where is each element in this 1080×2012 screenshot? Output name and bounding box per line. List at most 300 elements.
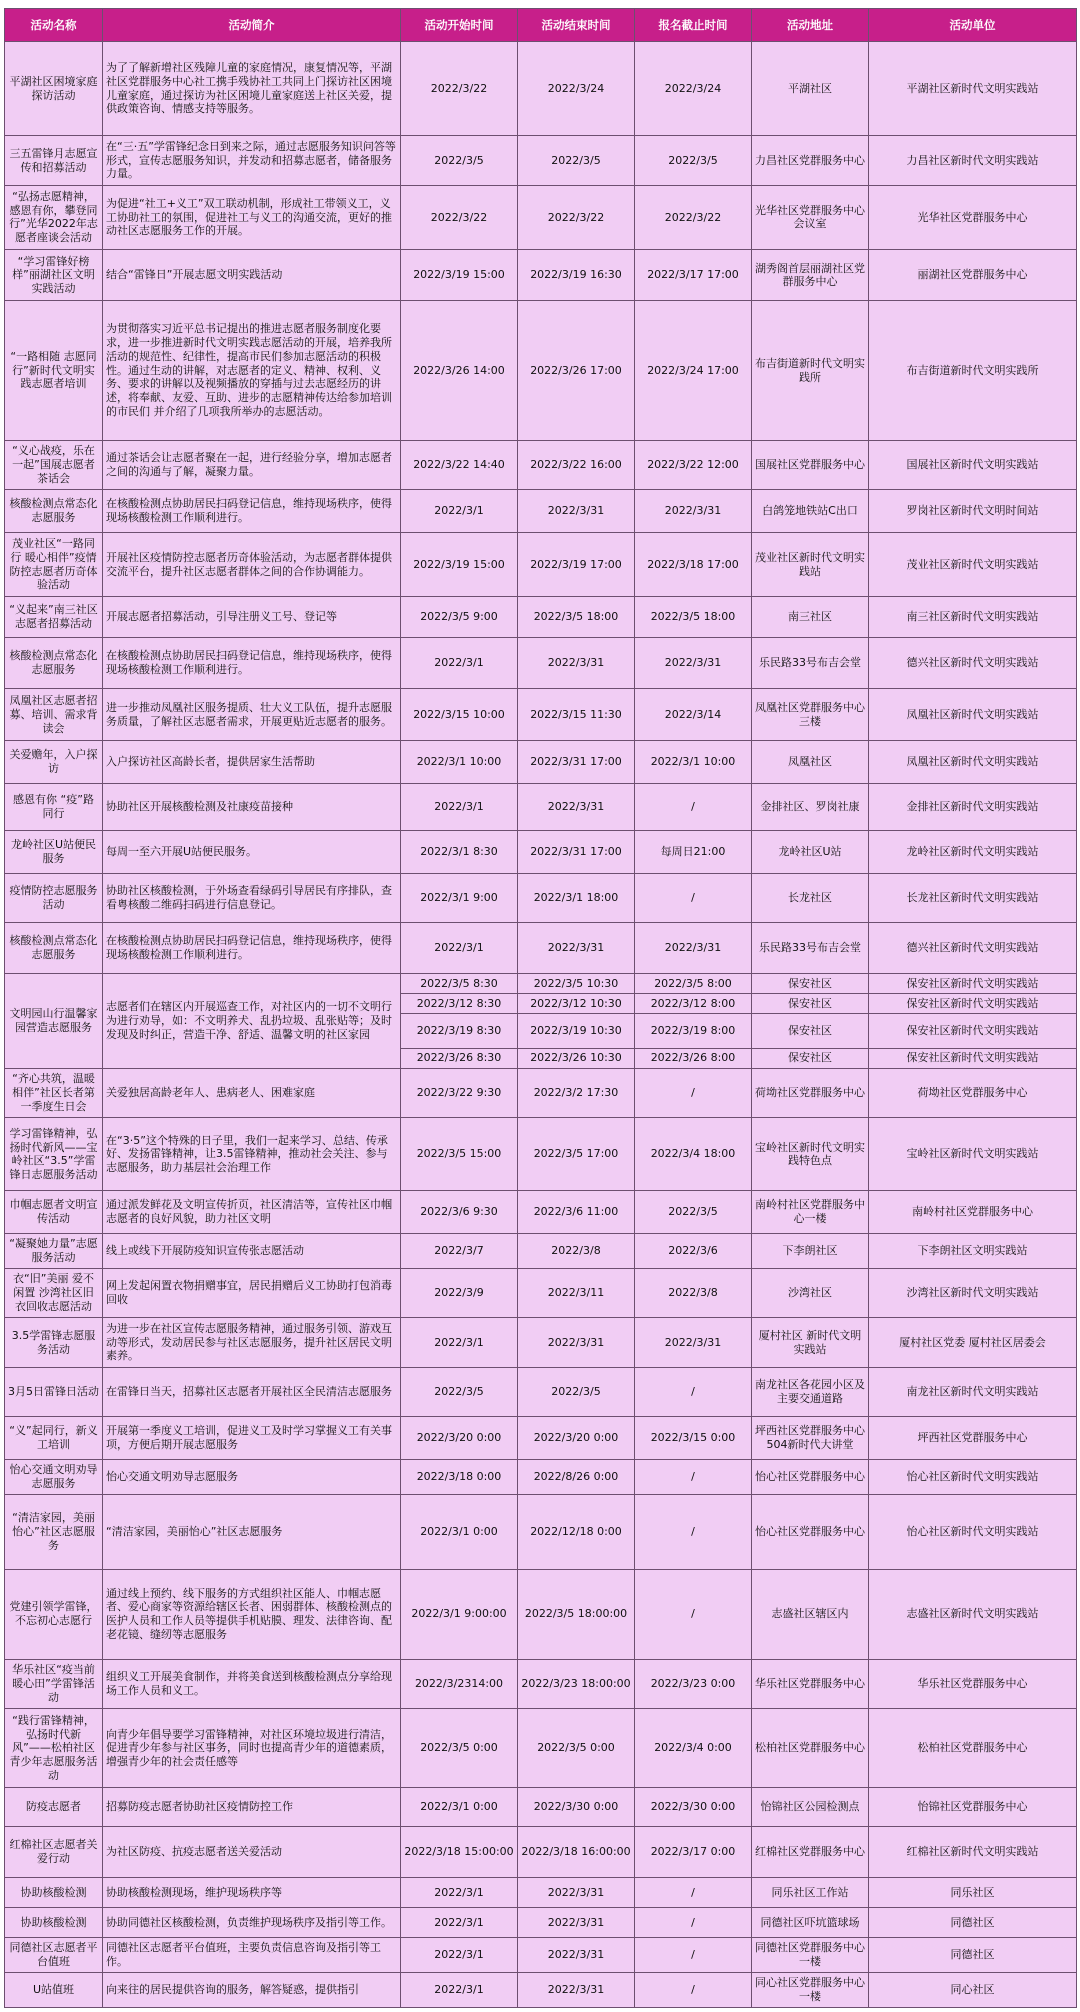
unit-cell: 松柏社区党群服务中心 — [869, 1709, 1077, 1788]
deadline-cell: 2022/3/19 8:00 — [635, 1014, 752, 1048]
start-time-cell: 2022/3/5 9:00 — [401, 597, 518, 638]
table-row — [5, 301, 1077, 440]
activity-desc-cell: 向来往的居民提供咨询的服务，解答疑惑，提供指引 — [103, 1972, 401, 2007]
start-time-cell: 2022/3/18 15:00:00 — [401, 1826, 518, 1877]
address-cell: 力昌社区党群服务中心 — [752, 136, 869, 186]
end-time-cell: 2022/3/5 18:00 — [518, 597, 635, 638]
unit-cell: 龙岭社区新时代文明实践站 — [869, 830, 1077, 873]
activity-desc-cell: 为促进“社工+义工”双工联动机制，形成社工带领义工，义工协助社工的氛围，促进社工与义工的沟通交流，更好的推动社区志愿服务工作的开展。 — [103, 185, 401, 249]
activity-name-cell: “义”起同行，新义工培训 — [5, 1417, 103, 1460]
activity-desc-cell: 向青少年倡导要学习雷锋精神，对社区环境垃圾进行清洁，促进青少年参与社区事务，同时也提高青少年的道德素质，增强青少年的社会责任感等 — [103, 1709, 401, 1788]
deadline-cell: 2022/3/31 — [635, 638, 752, 689]
end-time-cell: 2022/3/26 17:00 — [518, 301, 635, 440]
activity-desc-cell: 协助社区核酸检测，于外场查看绿码引导居民有序排队，查看粤核酸二维码扫码进行信息登记。 — [103, 873, 401, 922]
table-row — [5, 922, 1077, 973]
end-time-cell: 2022/3/31 — [518, 638, 635, 689]
unit-cell: 凤凰社区新时代文明实践站 — [869, 740, 1077, 783]
deadline-cell: 2022/3/31 — [635, 922, 752, 973]
table-row — [5, 1118, 1077, 1191]
activity-name-cell: 防疫志愿者 — [5, 1788, 103, 1827]
table-row — [5, 533, 1077, 597]
unit-cell: 南三社区新时代文明实践站 — [869, 597, 1077, 638]
address-cell: 同德社区党群服务中心一楼 — [752, 1938, 869, 1973]
end-time-cell: 2022/3/31 — [518, 783, 635, 830]
activity-name-cell: 学习雷锋精神，弘扬时代新风——宝岭社区“3.5”学雷锋日志愿服务活动 — [5, 1118, 103, 1191]
header-desc: 活动简介 — [103, 9, 401, 42]
table-row — [5, 1494, 1077, 1569]
activity-desc-cell: 招募防疫志愿者协助社区疫情防控工作 — [103, 1788, 401, 1827]
end-time-cell: 2022/3/22 16:00 — [518, 440, 635, 490]
address-cell: 荷坳社区党群服务中心 — [752, 1068, 869, 1118]
activity-name-cell: 党建引领学雷锋，不忘初心志愿行 — [5, 1569, 103, 1659]
activity-name-cell: 3月5日雷锋日活动 — [5, 1367, 103, 1416]
start-time-cell: 2022/3/1 9:00:00 — [401, 1569, 518, 1659]
deadline-cell: 2022/3/31 — [635, 490, 752, 533]
end-time-cell: 2022/3/26 10:30 — [518, 1048, 635, 1068]
start-time-cell: 2022/3/1 — [401, 1908, 518, 1938]
activity-name-cell: “齐心共筑，温暖相伴”社区长者第一季度生日会 — [5, 1068, 103, 1118]
table-row — [5, 1459, 1077, 1494]
address-cell: 国展社区党群服务中心 — [752, 440, 869, 490]
header-end: 活动结束时间 — [518, 9, 635, 42]
activity-name-cell: 茂业社区“一路同行 暖心相伴”疫情防控志愿者历奇体验活动 — [5, 533, 103, 597]
deadline-cell: 2022/3/5 8:00 — [635, 974, 752, 994]
start-time-cell: 2022/3/1 10:00 — [401, 740, 518, 783]
activity-name-cell: “凝聚她力量”志愿服务活动 — [5, 1234, 103, 1269]
deadline-cell: 2022/3/22 — [635, 185, 752, 249]
deadline-cell: 2022/3/1 10:00 — [635, 740, 752, 783]
address-cell: 白鸽笼地铁站C出口 — [752, 490, 869, 533]
deadline-cell: 2022/3/12 8:00 — [635, 994, 752, 1014]
deadline-cell: / — [635, 783, 752, 830]
deadline-cell: 2022/3/24 — [635, 42, 752, 136]
unit-cell: 凤凰社区新时代文明实践站 — [869, 689, 1077, 740]
activity-name-cell: 核酸检测点常态化志愿服务 — [5, 490, 103, 533]
start-time-cell: 2022/3/6 9:30 — [401, 1191, 518, 1234]
start-time-cell: 2022/3/22 9:30 — [401, 1068, 518, 1118]
unit-cell: 光华社区党群服务中心 — [869, 185, 1077, 249]
activity-desc-cell: 每周一至六开展U站便民服务。 — [103, 830, 401, 873]
address-cell: 湖秀阁首层丽湖社区党群服务中心 — [752, 250, 869, 301]
start-time-cell: 2022/3/1 — [401, 490, 518, 533]
address-cell: 平湖社区 — [752, 42, 869, 136]
activity-name-cell: 平湖社区困境家庭探访活动 — [5, 42, 103, 136]
start-time-cell: 2022/3/7 — [401, 1234, 518, 1269]
address-cell: 龙岭社区U站 — [752, 830, 869, 873]
activity-name-cell: 感恩有你 “疫”路同行 — [5, 783, 103, 830]
table-row — [5, 490, 1077, 533]
deadline-cell: / — [635, 1908, 752, 1938]
activity-name-cell: “弘扬志愿精神，感恩有你，攀登同行”光华2022年志愿者座谈会活动 — [5, 185, 103, 249]
header-start: 活动开始时间 — [401, 9, 518, 42]
start-time-cell: 2022/3/5 — [401, 1367, 518, 1416]
table-row — [5, 638, 1077, 689]
unit-cell: 宝岭社区新时代文明实践站 — [869, 1118, 1077, 1191]
address-cell: 长龙社区 — [752, 873, 869, 922]
end-time-cell: 2022/3/31 — [518, 1318, 635, 1368]
start-time-cell: 2022/3/1 8:30 — [401, 830, 518, 873]
end-time-cell: 2022/3/31 — [518, 1972, 635, 2007]
start-time-cell: 2022/3/22 14:40 — [401, 440, 518, 490]
activity-name-cell: “学习雷锋好榜样”丽湖社区文明实践活动 — [5, 250, 103, 301]
table-row — [5, 830, 1077, 873]
table-row — [5, 1367, 1077, 1416]
deadline-cell: 2022/3/26 8:00 — [635, 1048, 752, 1068]
end-time-cell: 2022/3/19 10:30 — [518, 1014, 635, 1048]
end-time-cell: 2022/3/31 — [518, 1908, 635, 1938]
activity-name-cell: 凤凰社区志愿者招募、培训、需求背读会 — [5, 689, 103, 740]
activity-desc-cell: 为了了解新增社区残障儿童的家庭情况，康复情况等，平湖社区党群服务中心社工携手残协社工共同上门探访社区困境儿童家庭，通过探访为社区困境儿童家庭送上社区关爱，提供政策咨询、情感支持等服务。 — [103, 42, 401, 136]
address-cell: 保安社区 — [752, 974, 869, 994]
activity-name-cell: 龙岭社区U站便民服务 — [5, 830, 103, 873]
start-time-cell: 2022/3/1 — [401, 1318, 518, 1368]
activity-name-cell: “一路相随 志愿同行”新时代文明实践志愿者培训 — [5, 301, 103, 440]
table-row — [5, 783, 1077, 830]
end-time-cell: 2022/12/18 0:00 — [518, 1494, 635, 1569]
activity-desc-cell: 通过线上预约、线下服务的方式组织社区能人、巾帼志愿者、爱心商家等资源给辖区长者、困弱群体、核酸检测点的医护人员和工作人员等提供手机贴膜、理发、法律咨询、配老花镜、缝纫等志愿服务 — [103, 1569, 401, 1659]
end-time-cell: 2022/3/8 — [518, 1234, 635, 1269]
address-cell: 下李朗社区 — [752, 1234, 869, 1269]
start-time-cell: 2022/3/1 0:00 — [401, 1788, 518, 1827]
activity-name-cell: 同德社区志愿者平台值班 — [5, 1938, 103, 1973]
unit-cell: 德兴社区新时代文明实践站 — [869, 638, 1077, 689]
address-cell: 茂业社区新时代文明实践站 — [752, 533, 869, 597]
unit-cell: 罗岗社区新时代文明时间站 — [869, 490, 1077, 533]
unit-cell: 南岭村社区党群服务中心 — [869, 1191, 1077, 1234]
activity-name-cell: 文明园山行温馨家园营造志愿服务 — [5, 974, 103, 1069]
activity-desc-cell: 协助社区开展核酸检测及社康疫苗接种 — [103, 783, 401, 830]
end-time-cell: 2022/3/19 17:00 — [518, 533, 635, 597]
start-time-cell: 2022/3/1 — [401, 1938, 518, 1973]
unit-cell: 保安社区新时代文明实践站 — [869, 974, 1077, 994]
unit-cell: 平湖社区新时代文明实践站 — [869, 42, 1077, 136]
activity-desc-cell: “清洁家园，美丽怡心”社区志愿服务 — [103, 1494, 401, 1569]
activity-table-container — [4, 8, 1076, 2008]
end-time-cell: 2022/3/5 17:00 — [518, 1118, 635, 1191]
activity-name-cell: 协助核酸检测 — [5, 1878, 103, 1908]
activity-name-cell: 核酸检测点常态化志愿服务 — [5, 922, 103, 973]
unit-cell: 厦村社区党委 厦村社区居委会 — [869, 1318, 1077, 1368]
address-cell: 华乐社区党群服务中心 — [752, 1659, 869, 1709]
unit-cell: 丽湖社区党群服务中心 — [869, 250, 1077, 301]
end-time-cell: 2022/3/18 16:00:00 — [518, 1826, 635, 1877]
activity-name-cell: 三五雷锋月志愿宣传和招募活动 — [5, 136, 103, 186]
activity-name-cell: “践行雷锋精神，弘扬时代新风”——松柏社区青少年志愿服务活动 — [5, 1709, 103, 1788]
unit-cell: 保安社区新时代文明实践站 — [869, 994, 1077, 1014]
table-row — [5, 974, 1077, 994]
start-time-cell: 2022/3/5 0:00 — [401, 1709, 518, 1788]
header-row — [5, 9, 1077, 42]
deadline-cell: 2022/3/4 0:00 — [635, 1709, 752, 1788]
table-row — [5, 1709, 1077, 1788]
address-cell: 南三社区 — [752, 597, 869, 638]
end-time-cell: 2022/3/12 10:30 — [518, 994, 635, 1014]
activity-desc-cell: 组织义工开展美食制作，并将美食送到核酸检测点分享给现场工作人员和义工。 — [103, 1659, 401, 1709]
unit-cell: 同德社区 — [869, 1908, 1077, 1938]
address-cell: 同德社区吓坑篮球场 — [752, 1908, 869, 1938]
table-row — [5, 440, 1077, 490]
start-time-cell: 2022/3/18 0:00 — [401, 1459, 518, 1494]
unit-cell: 长龙社区新时代文明实践站 — [869, 873, 1077, 922]
end-time-cell: 2022/3/1 18:00 — [518, 873, 635, 922]
activity-desc-cell: 怡心交通文明劝导志愿服务 — [103, 1459, 401, 1494]
activity-desc-cell: 为贯彻落实习近平总书记提出的推进志愿者服务制度化要求，进一步推进新时代文明实践志愿活动的开展，培养我所活动的规范性、纪律性，提高市民们参加志愿活动的积极性。通过生动的讲解，对志愿者的定义、精神、权利、义务、要求的讲解以及视频播放的穿插与过去志愿经历的讲述，将奉献、友爱、互助、进步的志愿精神传达给参加培训的市民们 并介绍了几项我所举办的志愿活动。 — [103, 301, 401, 440]
activity-desc-cell: 通过茶话会让志愿者聚在一起，进行经验分享，增加志愿者之间的沟通与了解，凝聚力量。 — [103, 440, 401, 490]
start-time-cell: 2022/3/19 8:30 — [401, 1014, 518, 1048]
table-row — [5, 1908, 1077, 1938]
table-row — [5, 1068, 1077, 1118]
deadline-cell: 2022/3/17 0:00 — [635, 1826, 752, 1877]
start-time-cell: 2022/3/1 — [401, 638, 518, 689]
address-cell: 保安社区 — [752, 1048, 869, 1068]
end-time-cell: 2022/3/5 10:30 — [518, 974, 635, 994]
activity-desc-cell: 志愿者们在辖区内开展巡查工作，对社区内的一切不文明行为进行劝导，如：不文明养犬、乱扔垃圾、乱张贴等；及时发现及时纠正，营造干净、舒适、温馨文明的社区家园 — [103, 974, 401, 1069]
end-time-cell: 2022/3/31 17:00 — [518, 830, 635, 873]
activity-name-cell: “义起来”南三社区志愿者招募活动 — [5, 597, 103, 638]
address-cell: 光华社区党群服务中心会议室 — [752, 185, 869, 249]
deadline-cell: 2022/3/4 18:00 — [635, 1118, 752, 1191]
address-cell: 南龙社区各花园小区及主要交通道路 — [752, 1367, 869, 1416]
address-cell: 同乐社区工作站 — [752, 1878, 869, 1908]
activity-desc-cell: 为进一步在社区宣传志愿服务精神，通过服务引领、游戏互动等形式，发动居民参与社区志愿服务，提升社区居民文明素养。 — [103, 1318, 401, 1368]
address-cell: 乐民路33号布吉会堂 — [752, 922, 869, 973]
deadline-cell: / — [635, 1367, 752, 1416]
end-time-cell: 2022/3/24 — [518, 42, 635, 136]
address-cell: 怡心社区党群服务中心 — [752, 1494, 869, 1569]
end-time-cell: 2022/3/31 — [518, 922, 635, 973]
deadline-cell: 2022/3/5 18:00 — [635, 597, 752, 638]
unit-cell: 金排社区新时代文明实践站 — [869, 783, 1077, 830]
deadline-cell: 2022/3/23 0:00 — [635, 1659, 752, 1709]
activity-desc-cell: 开展志愿者招募活动，引导注册义工号、登记等 — [103, 597, 401, 638]
end-time-cell: 2022/3/6 11:00 — [518, 1191, 635, 1234]
deadline-cell: / — [635, 1569, 752, 1659]
table-row — [5, 250, 1077, 301]
activity-desc-cell: 在核酸检测点协助居民扫码登记信息，维持现场秩序，使得现场核酸检测工作顺利进行。 — [103, 490, 401, 533]
activity-desc-cell: 结合“雷锋日”开展志愿文明实践活动 — [103, 250, 401, 301]
unit-cell: 茂业社区新时代文明实践站 — [869, 533, 1077, 597]
unit-cell: 怡锦社区党群服务中心 — [869, 1788, 1077, 1827]
end-time-cell: 2022/3/30 0:00 — [518, 1788, 635, 1827]
activity-desc-cell: 网上发起闲置衣物捐赠事宜，居民捐赠后义工协助打包消毒回收 — [103, 1268, 401, 1318]
start-time-cell: 2022/3/20 0:00 — [401, 1417, 518, 1460]
activity-desc-cell: 为社区防疫、抗疫志愿者送关爱活动 — [103, 1826, 401, 1877]
start-time-cell: 2022/3/26 8:30 — [401, 1048, 518, 1068]
table-row — [5, 740, 1077, 783]
end-time-cell: 2022/3/31 — [518, 1878, 635, 1908]
end-time-cell: 2022/8/26 0:00 — [518, 1459, 635, 1494]
deadline-cell: 2022/3/31 — [635, 1318, 752, 1368]
address-cell: 金排社区、罗岗社康 — [752, 783, 869, 830]
table-row — [5, 136, 1077, 186]
address-cell: 凤凰社区 — [752, 740, 869, 783]
start-time-cell: 2022/3/1 0:00 — [401, 1494, 518, 1569]
address-cell: 保安社区 — [752, 1014, 869, 1048]
address-cell: 松柏社区党群服务中心 — [752, 1709, 869, 1788]
activity-desc-cell: 协助同德社区核酸检测，负责维护现场秩序及指引等工作。 — [103, 1908, 401, 1938]
activity-name-cell: 疫情防控志愿服务活动 — [5, 873, 103, 922]
start-time-cell: 2022/3/5 15:00 — [401, 1118, 518, 1191]
unit-cell: 力昌社区新时代文明实践站 — [869, 136, 1077, 186]
table-row — [5, 1191, 1077, 1234]
activity-desc-cell: 进一步推动凤凰社区服务提质、壮大义工队伍，提升志愿服务质量，了解社区志愿者需求，开展更贴近志愿者的服务。 — [103, 689, 401, 740]
deadline-cell: 2022/3/8 — [635, 1268, 752, 1318]
address-cell: 南岭村社区党群服务中心一楼 — [752, 1191, 869, 1234]
end-time-cell: 2022/3/31 17:00 — [518, 740, 635, 783]
deadline-cell: 2022/3/5 — [635, 1191, 752, 1234]
end-time-cell: 2022/3/20 0:00 — [518, 1417, 635, 1460]
end-time-cell: 2022/3/31 — [518, 1938, 635, 1973]
end-time-cell: 2022/3/23 18:00:00 — [518, 1659, 635, 1709]
activity-desc-cell: 线上或线下开展防疫知识宣传张志愿活动 — [103, 1234, 401, 1269]
table-row — [5, 185, 1077, 249]
activity-desc-cell: 入户探访社区高龄长者，提供居家生活帮助 — [103, 740, 401, 783]
unit-cell: 沙湾社区新时代文明实践站 — [869, 1268, 1077, 1318]
deadline-cell: 2022/3/30 0:00 — [635, 1788, 752, 1827]
start-time-cell: 2022/3/19 15:00 — [401, 250, 518, 301]
deadline-cell: / — [635, 1494, 752, 1569]
table-row — [5, 873, 1077, 922]
table-row — [5, 1569, 1077, 1659]
deadline-cell: / — [635, 1068, 752, 1118]
activity-name-cell: 怡心交通文明劝导志愿服务 — [5, 1459, 103, 1494]
deadline-cell: 2022/3/22 12:00 — [635, 440, 752, 490]
address-cell: 沙湾社区 — [752, 1268, 869, 1318]
unit-cell: 同乐社区 — [869, 1878, 1077, 1908]
end-time-cell: 2022/3/15 11:30 — [518, 689, 635, 740]
start-time-cell: 2022/3/1 — [401, 1878, 518, 1908]
table-row — [5, 1938, 1077, 1973]
start-time-cell: 2022/3/2314:00 — [401, 1659, 518, 1709]
header-name: 活动名称 — [5, 9, 103, 42]
address-cell: 保安社区 — [752, 994, 869, 1014]
activity-desc-cell: 开展第一季度义工培训，促进义工及时学习掌握义工有关事项，方便后期开展志愿服务 — [103, 1417, 401, 1460]
table-row — [5, 1826, 1077, 1877]
start-time-cell: 2022/3/26 14:00 — [401, 301, 518, 440]
unit-cell: 怡心社区新时代文明实践站 — [869, 1494, 1077, 1569]
unit-cell: 同心社区 — [869, 1972, 1077, 2007]
deadline-cell: / — [635, 1938, 752, 1973]
deadline-cell: / — [635, 873, 752, 922]
deadline-cell: 2022/3/18 17:00 — [635, 533, 752, 597]
table-row — [5, 1268, 1077, 1318]
deadline-cell: / — [635, 1972, 752, 2007]
activity-name-cell: “清洁家园，美丽怡心”社区志愿服务 — [5, 1494, 103, 1569]
activity-name-cell: U站值班 — [5, 1972, 103, 2007]
start-time-cell: 2022/3/22 — [401, 42, 518, 136]
unit-cell: 同德社区 — [869, 1938, 1077, 1973]
unit-cell: 国展社区新时代文明实践站 — [869, 440, 1077, 490]
unit-cell: 布吉街道新时代文明实践所 — [869, 301, 1077, 440]
unit-cell: 志盛社区新时代文明实践站 — [869, 1569, 1077, 1659]
deadline-cell: 2022/3/6 — [635, 1234, 752, 1269]
activity-name-cell: “义心战疫，乐在一起”国展志愿者茶话会 — [5, 440, 103, 490]
table-row — [5, 1878, 1077, 1908]
end-time-cell: 2022/3/5 — [518, 136, 635, 186]
address-cell: 布吉街道新时代文明实践所 — [752, 301, 869, 440]
end-time-cell: 2022/3/19 16:30 — [518, 250, 635, 301]
table-row — [5, 42, 1077, 136]
activity-desc-cell: 通过派发鲜花及文明宣传折页，社区清洁等，宣传社区巾帼志愿者的良好风貌，助力社区文明 — [103, 1191, 401, 1234]
activity-desc-cell: 在“3·5”这个特殊的日子里，我们一起来学习、总结、传承好、发扬雷锋精神，让3.5雷锋精神，推动社会关注、参与志愿服务，助力基层社会治理工作 — [103, 1118, 401, 1191]
table-row — [5, 1659, 1077, 1709]
activity-name-cell: 核酸检测点常态化志愿服务 — [5, 638, 103, 689]
start-time-cell: 2022/3/12 8:30 — [401, 994, 518, 1014]
table-row — [5, 1234, 1077, 1269]
start-time-cell: 2022/3/9 — [401, 1268, 518, 1318]
address-cell: 怡心社区党群服务中心 — [752, 1459, 869, 1494]
activity-desc-cell: 在“三·五”学雷锋纪念日到来之际，通过志愿服务知识问答等形式，宣传志愿服务知识，并发动和招募志愿者，储备服务力量。 — [103, 136, 401, 186]
end-time-cell: 2022/3/2 17:30 — [518, 1068, 635, 1118]
address-cell: 乐民路33号布吉会堂 — [752, 638, 869, 689]
activity-desc-cell: 在核酸检测点协助居民扫码登记信息，维持现场秩序，使得现场核酸检测工作顺利进行。 — [103, 638, 401, 689]
activity-desc-cell: 在雷锋日当天，招募社区志愿者开展社区全民清洁志愿服务 — [103, 1367, 401, 1416]
activity-name-cell: 协助核酸检测 — [5, 1908, 103, 1938]
activity-desc-cell: 在核酸检测点协助居民扫码登记信息，维持现场秩序，使得现场核酸检测工作顺利进行。 — [103, 922, 401, 973]
activity-desc-cell: 开展社区疫情防控志愿者历奇体验活动，为志愿者群体提供交流平台，提升社区志愿者群体之间的合作协调能力。 — [103, 533, 401, 597]
table-row — [5, 689, 1077, 740]
start-time-cell: 2022/3/1 — [401, 783, 518, 830]
table-row — [5, 1417, 1077, 1460]
address-cell: 坪西社区党群服务中心504新时代大讲堂 — [752, 1417, 869, 1460]
start-time-cell: 2022/3/15 10:00 — [401, 689, 518, 740]
activity-desc-cell: 关爱独居高龄老年人、患病老人、困难家庭 — [103, 1068, 401, 1118]
header-address: 活动地址 — [752, 9, 869, 42]
activity-name-cell: 红棉社区志愿者关爱行动 — [5, 1826, 103, 1877]
table-row — [5, 1972, 1077, 2007]
unit-cell: 红棉社区新时代文明实践站 — [869, 1826, 1077, 1877]
unit-cell: 德兴社区新时代文明实践站 — [869, 922, 1077, 973]
unit-cell: 坪西社区党群服务中心 — [869, 1417, 1077, 1460]
activity-desc-cell: 同德社区志愿者平台值班，主要负责信息咨询及指引等工作。 — [103, 1938, 401, 1973]
deadline-cell: / — [635, 1459, 752, 1494]
address-cell: 怡锦社区公园检测点 — [752, 1788, 869, 1827]
unit-cell: 保安社区新时代文明实践站 — [869, 1048, 1077, 1068]
address-cell: 宝岭社区新时代文明实践特色点 — [752, 1118, 869, 1191]
unit-cell: 保安社区新时代文明实践站 — [869, 1014, 1077, 1048]
activity-name-cell: 关爱赡年，入户探访 — [5, 740, 103, 783]
address-cell: 同心社区党群服务中心一楼 — [752, 1972, 869, 2007]
deadline-cell: 每周日21:00 — [635, 830, 752, 873]
header-deadline: 报名截止时间 — [635, 9, 752, 42]
activity-desc-cell: 协助核酸检测现场，维护现场秩序等 — [103, 1878, 401, 1908]
address-cell: 厦村社区 新时代文明实践站 — [752, 1318, 869, 1368]
end-time-cell: 2022/3/5 18:00:00 — [518, 1569, 635, 1659]
header-unit: 活动单位 — [869, 9, 1077, 42]
activity-table — [4, 8, 1077, 2008]
deadline-cell: / — [635, 1878, 752, 1908]
start-time-cell: 2022/3/19 15:00 — [401, 533, 518, 597]
end-time-cell: 2022/3/5 0:00 — [518, 1709, 635, 1788]
table-row — [5, 597, 1077, 638]
deadline-cell: 2022/3/5 — [635, 136, 752, 186]
address-cell: 凤凰社区党群服务中心三楼 — [752, 689, 869, 740]
address-cell: 红棉社区党群服务中心 — [752, 1826, 869, 1877]
address-cell: 志盛社区辖区内 — [752, 1569, 869, 1659]
activity-name-cell: 衣“旧”美丽 爱不闲置 沙湾社区旧衣回收志愿活动 — [5, 1268, 103, 1318]
start-time-cell: 2022/3/22 — [401, 185, 518, 249]
unit-cell: 南龙社区新时代文明实践站 — [869, 1367, 1077, 1416]
unit-cell: 下李朗社区文明实践站 — [869, 1234, 1077, 1269]
end-time-cell: 2022/3/22 — [518, 185, 635, 249]
deadline-cell: 2022/3/14 — [635, 689, 752, 740]
table-row — [5, 1788, 1077, 1827]
unit-cell: 怡心社区新时代文明实践站 — [869, 1459, 1077, 1494]
start-time-cell: 2022/3/1 — [401, 1972, 518, 2007]
end-time-cell: 2022/3/31 — [518, 490, 635, 533]
activity-name-cell: 3.5学雷锋志愿服务活动 — [5, 1318, 103, 1368]
activity-name-cell: 巾帼志愿者文明宣传活动 — [5, 1191, 103, 1234]
